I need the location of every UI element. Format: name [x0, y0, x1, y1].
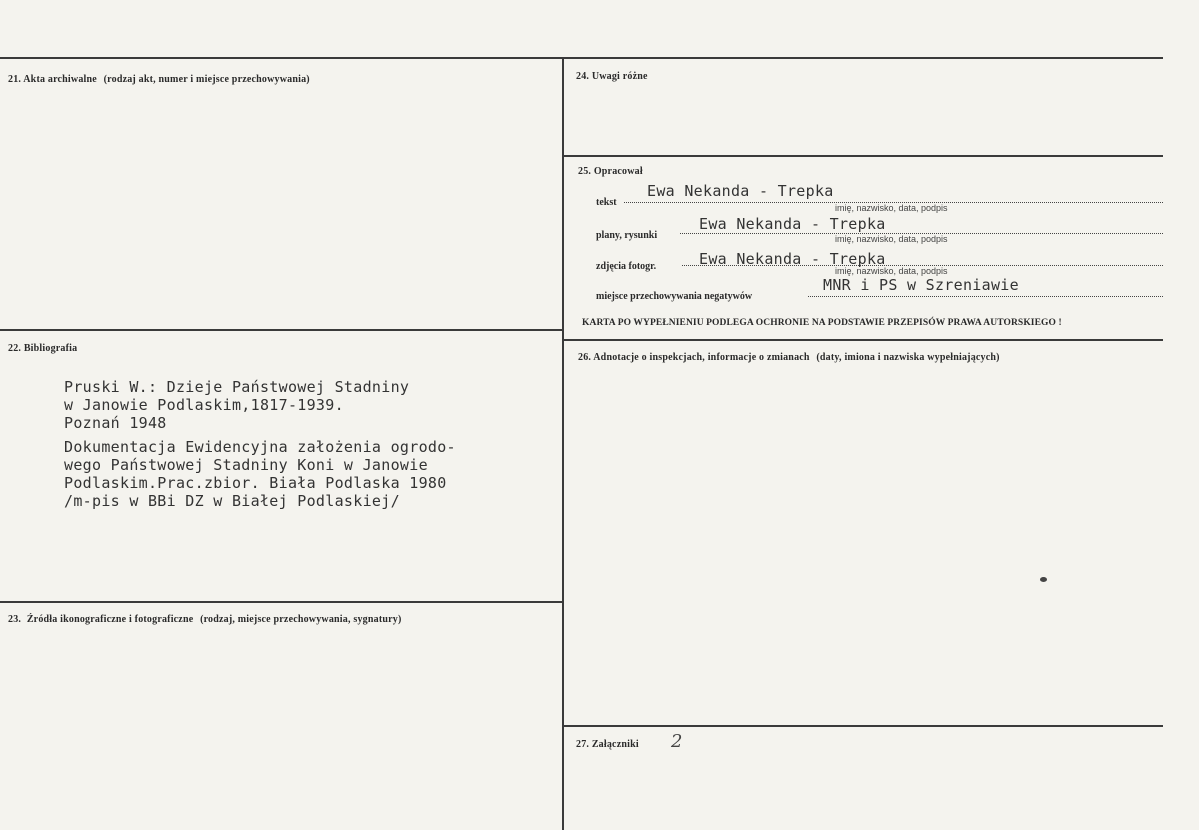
- miejsce-label: miejsce przechowywania negatywów: [596, 291, 753, 302]
- tekst-hint: imię, nazwisko, data, podpis: [835, 203, 948, 213]
- ink-spot: [1040, 577, 1047, 582]
- tekst-label: tekst: [596, 197, 617, 208]
- section-21-note: (rodzaj akt, numer i miejsce przechowywania): [103, 74, 310, 85]
- zdjecia-hint: imię, nazwisko, data, podpis: [835, 266, 948, 276]
- section-22-number: 22.: [8, 343, 22, 354]
- section-22-label: [8, 343, 77, 354]
- rule-24-25: [563, 155, 1163, 157]
- section-25-title: Opracował: [593, 166, 643, 177]
- section-25-label: [578, 166, 643, 177]
- plany-label: plany, rysunki: [596, 230, 658, 241]
- section-23-title: Źródła ikonograficzne i fotograficzne: [26, 614, 194, 625]
- bibliography-block-2: [64, 438, 456, 510]
- section-23-note: (rodzaj, miejsce przechowywania, sygnatury): [200, 614, 402, 625]
- miejsce-value: MNR i PS w Szreniawie: [823, 276, 1019, 294]
- rule-25-26: [563, 339, 1163, 341]
- bibliography-line: Podlaskim.Prac.zbior. Biała Podlaska 1980: [64, 474, 447, 492]
- section-25-number: 25.: [578, 166, 592, 177]
- rule-26-27: [563, 725, 1163, 727]
- plany-hint: imię, nazwisko, data, podpis: [835, 234, 948, 244]
- tekst-value: Ewa Nekanda - Trepka: [647, 182, 834, 200]
- section-27-title: Załączniki: [591, 739, 639, 750]
- plany-value: Ewa Nekanda - Trepka: [699, 215, 886, 233]
- section-21-number: 21.: [8, 74, 22, 85]
- top-rule: [0, 57, 1163, 59]
- copyright-notice: KARTA PO WYPEŁNIENIU PODLEGA OCHRONIE NA PODSTAWIE PRZEPISÓW PRAWA AUTORSKIEGO !: [582, 318, 1062, 328]
- center-divider: [562, 57, 564, 830]
- section-23-number: 23.: [8, 614, 22, 625]
- bibliography-line: w Janowie Podlaskim,1817-1939.: [64, 396, 344, 414]
- bibliography-line: wego Państwowej Stadniny Koni w Janowie: [64, 456, 428, 474]
- section-26-label: [578, 352, 1000, 363]
- bibliography-line: Poznań 1948: [64, 414, 167, 432]
- rule-21-22: [0, 329, 563, 331]
- attachments-count: 2: [671, 731, 683, 752]
- section-26-title: Adnotacje o inspekcjach, informacje o zmianach: [593, 352, 810, 363]
- section-26-number: 26.: [578, 352, 592, 363]
- bibliography-block-1: [64, 378, 409, 432]
- miejsce-dotted-line: [808, 296, 1163, 297]
- section-24-number: 24.: [576, 71, 590, 82]
- section-24-label: [576, 71, 648, 82]
- section-27-number: 27.: [576, 739, 590, 750]
- section-24-title: Uwagi różne: [591, 71, 648, 82]
- section-23-label: [8, 614, 402, 625]
- section-22-title: Bibliografia: [23, 343, 78, 354]
- bibliography-line: Pruski W.: Dzieje Państwowej Stadniny: [64, 378, 410, 396]
- section-27-label: [576, 739, 639, 750]
- section-21-label: [8, 74, 310, 85]
- section-26-note: (daty, imiona i nazwiska wypełniających): [816, 352, 1000, 363]
- section-21-title: Akta archiwalne: [23, 74, 97, 85]
- zdjecia-value: Ewa Nekanda - Trepka: [699, 250, 886, 268]
- bibliography-line: /m-pis w BBi DZ w Białej Podlaskiej/: [64, 492, 400, 510]
- rule-22-23: [0, 601, 563, 603]
- bibliography-line: Dokumentacja Ewidencyjna założenia ogrodo-: [64, 438, 456, 456]
- zdjecia-label: zdjęcia fotogr.: [596, 261, 657, 272]
